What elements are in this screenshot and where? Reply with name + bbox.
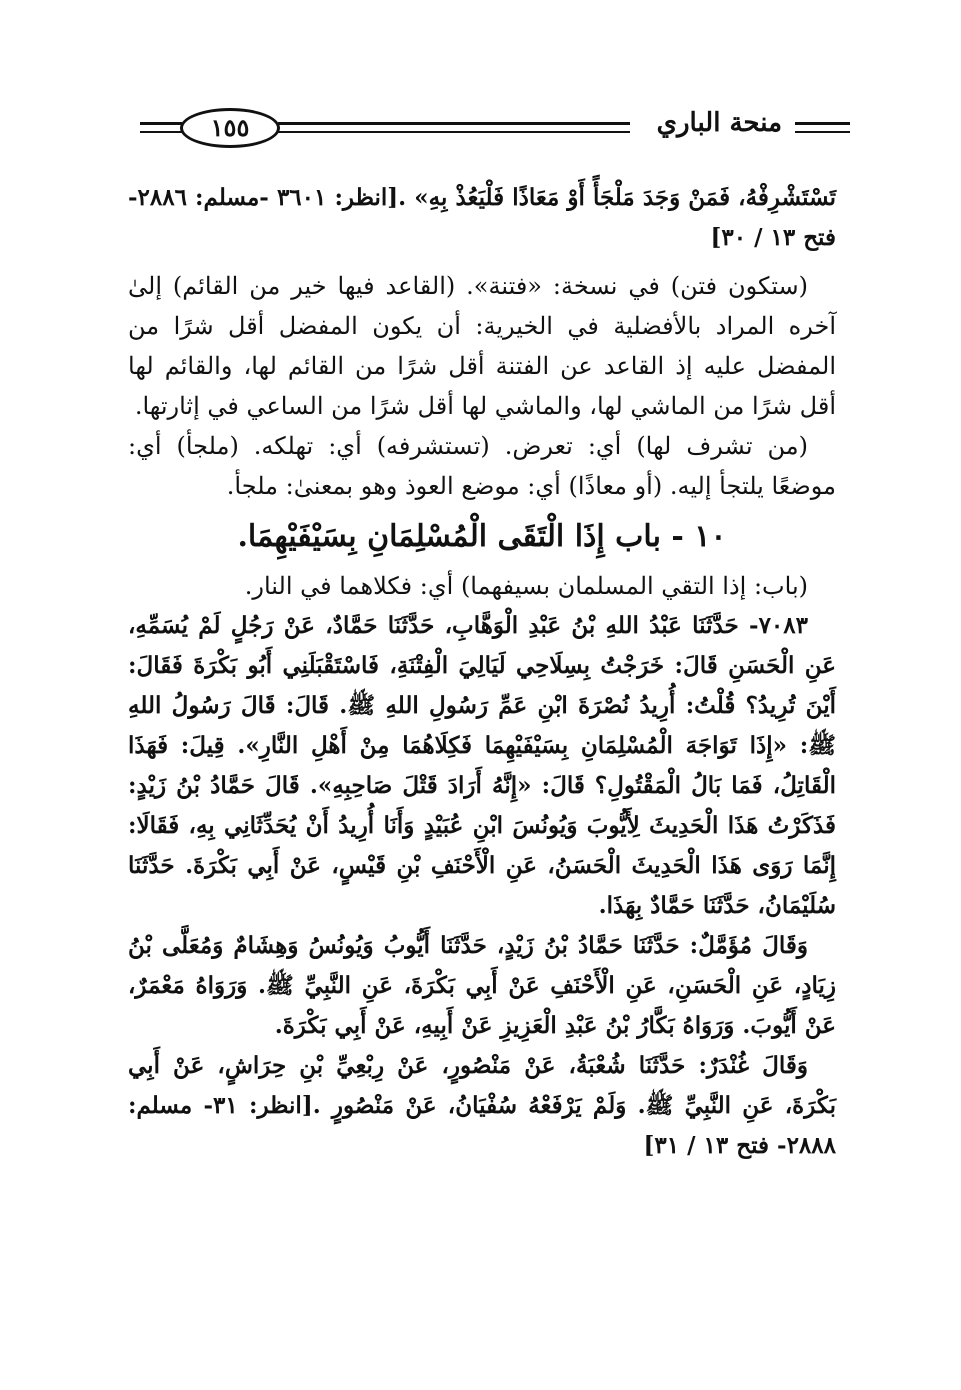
commentary-paragraph: (ستكون فتن) في نسخة: «فتنة». (القاعد فيها خير من القائم) إلىٰ آخره المراد بالأفضلية في الخيرية: أن يكون المفضل أقل شرًا من المفضل عليه إذ القاعد عن الفتنة أقل شرًا من القائم لها، والقائم لها أقل شرًا من الماشي لها، والماشي لها أقل شرًا من الساعي في إثارتها. [128, 272, 836, 420]
header-rule-right-bottom [795, 131, 850, 133]
running-header [140, 100, 850, 160]
header-rule-middle-bottom [278, 131, 630, 133]
page-body [128, 178, 836, 1166]
book-title: منحة الباري [656, 108, 782, 138]
header-rule-left-bottom [140, 131, 182, 133]
commentary-paragraph: (باب: إذا التقي المسلمان بسيفهما) أي: فكلاهما في النار. [244, 572, 808, 600]
chapter-heading: ١٠ - باب إِذَا الْتَقَى الْمُسْلِمَانِ بِسَيْفَيْهِمَا. [237, 519, 727, 554]
hadith-text: ٧٠٨٣- حَدَّثَنَا عَبْدُ اللهِ بْنُ عَبْدِ الْوَهَّابِ، حَدَّثَنَا حَمَّادٌ، عَنْ رَجُلٍ لَمْ يُسَمِّهِ، عَنِ الْحَسَنِ قَالَ: خَرَجْتُ بِسِلَاحِي لَيَالِيَ الْفِتْنَةِ، فَاسْتَقْبَلَنِي أَبُو بَكْرَةَ فَقَالَ: أَيْنَ تُرِيدُ؟ قُلْتُ: أُرِيدُ نُصْرَةَ ابْنِ عَمِّ رَسُولِ اللهِ ﷺ. قَالَ: قَالَ رَسُولُ اللهِ ﷺ: «إِذَا تَوَاجَهَ الْمُسْلِمَانِ بِسَيْفَيْهِمَا فَكِلَاهُمَا مِنْ أَهْلِ النَّارِ». قِيلَ: فَهَذَا الْقَاتِلُ، فَمَا بَالُ الْمَقْتُولِ؟ قَالَ: «إِنَّهُ أَرَادَ قَتْلَ صَاحِبِهِ». قَالَ حَمَّادُ بْنُ زَيْدٍ: فَذَكَرْتُ هَذَا الْحَدِيثَ لِأَيُّوبَ وَيُونُسَ ابْنِ عُبَيْدٍ وَأَنَا أُرِيدُ أَنْ يُحَدِّثَانِي بِهِ، فَقَالَا: إِنَّمَا رَوَى هَذَا الْحَدِيثَ الْحَسَنُ، عَنِ الْأَحْنَفِ بْنِ قَيْسٍ، عَنْ أَبِي بَكْرَةَ. حَدَّثَنَا سُلَيْمَانُ، حَدَّثَنَا حَمَّادٌ بِهَذَا. [128, 612, 836, 919]
header-rule-right-top [795, 122, 850, 125]
header-rule-middle-top [278, 122, 630, 125]
page-number: ١٥٥ [180, 108, 280, 148]
commentary-paragraph: (من تشرف لها) أي: تعرض. (تستشرفه) أي: تهلكه. (ملجأ) أي: موضعًا يلتجأ إليه. (أو معاذًا) أي: موضع العوذ وهو بمعنىٰ: ملجأ. [128, 432, 836, 500]
hadith-text: وَقَالَ مُؤَمَّلٌ: حَدَّثَنَا حَمَّادُ بْنُ زَيْدٍ، حَدَّثَنَا أَيُّوبُ وَيُونُسُ وَهِشَامٌ وَمُعَلَّى بْنُ زِيَادٍ، عَنِ الْحَسَنِ، عَنِ الْأَحْنَفِ عَنْ أَبِي بَكْرَةَ، عَنِ النَّبِيِّ ﷺ. وَرَوَاهُ مَعْمَرٌ، عَنْ أَيُّوبَ. وَرَوَاهُ بَكَّارُ بْنُ عَبْدِ الْعَزِيزِ عَنْ أَبِيهِ، عَنْ أَبِي بَكْرَةَ. [128, 932, 836, 1039]
header-rule-left-top [140, 122, 182, 125]
hadith-text: وَقَالَ غُنْدَرٌ: حَدَّثَنَا شُعْبَةُ، عَنْ مَنْصُورٍ، عَنْ رِبْعِيِّ بْنِ حِرَاشٍ، عَنْ أَبِي بَكْرَةَ، عَنِ النَّبِيِّ ﷺ. وَلَمْ يَرْفَعْهُ سُفْيَانُ، عَنْ مَنْصُورٍ .[انظر: ٣١- مسلم: ٢٨٨٨- فتح ١٣ / ٣١] [128, 1052, 836, 1159]
hadith-continuation: تَسْتَشْرِفْهُ، فَمَنْ وَجَدَ مَلْجَأً أَوْ مَعَاذًا فَلْيَعُذْ بِهِ» .[انظر: ٣٦٠١ -مسلم: ٢٨٨٦- فتح ١٣ / ٣٠] [128, 184, 837, 251]
